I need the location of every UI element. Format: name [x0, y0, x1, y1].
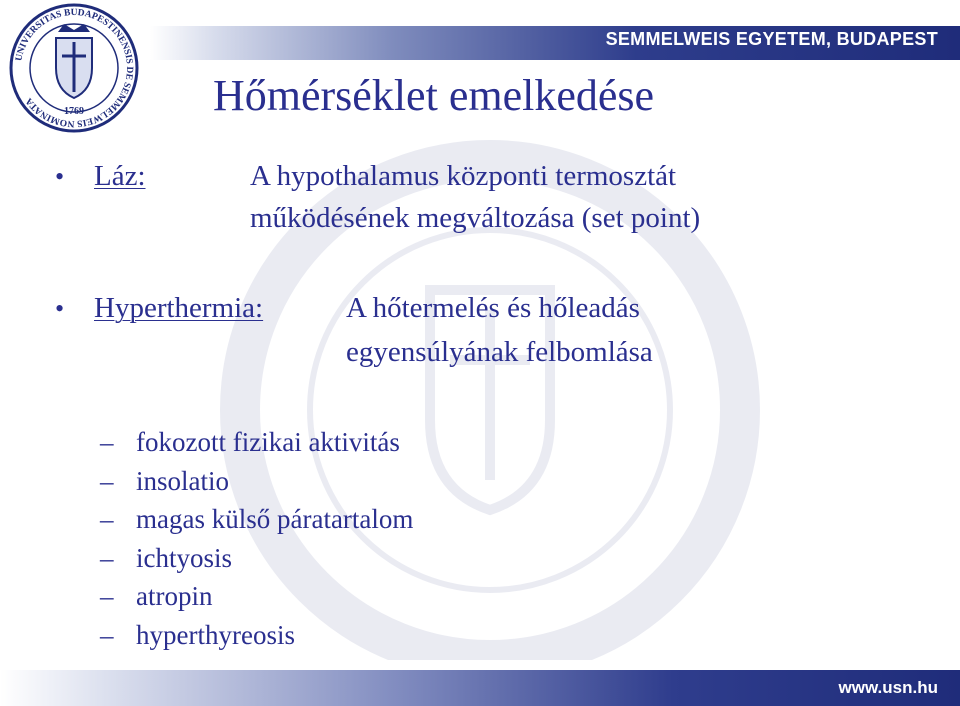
university-name: SEMMELWEIS EGYETEM, BUDAPEST	[605, 29, 938, 49]
bullet-marker: •	[55, 162, 65, 191]
seal-ring-text: UNIVERSITAS BUDAPESTINENSIS DE SEMMELWEIS NOMINATA	[14, 7, 135, 129]
bullet-definition-line: A hypothalamus központi termosztát	[250, 160, 677, 192]
university-seal-icon	[8, 2, 140, 134]
list-item: – fokozott fizikai aktivitás	[100, 427, 400, 457]
cause-list	[100, 423, 413, 654]
top-banner	[150, 26, 960, 60]
bullet-definition-line: egyensúlyának felbomlása	[346, 336, 653, 368]
bottom-banner	[0, 670, 960, 706]
list-item: – insolatio	[100, 465, 229, 496]
seal-year: 1769	[64, 106, 84, 117]
list-item: – magas külső páratartalom	[100, 504, 414, 534]
list-item: – hyperthyreosis	[100, 619, 295, 650]
bullet-term	[94, 157, 146, 195]
bullet-term	[94, 289, 263, 327]
footer-url: www.usn.hu	[838, 678, 938, 697]
slide-title: Hőmérséklet emelkedése	[213, 71, 655, 120]
bullet-definition-line: A hőtermelés és hőleadás	[346, 292, 640, 324]
bullet-marker: •	[55, 294, 65, 323]
bullet-definition-line: működésének megváltozása (set point)	[250, 202, 701, 234]
list-item: – atropin	[100, 581, 213, 611]
term-hyperthermia: Hyperthermia:	[94, 292, 264, 324]
list-item: – ichtyosis	[100, 542, 233, 573]
term-laz: Láz:	[94, 160, 146, 192]
